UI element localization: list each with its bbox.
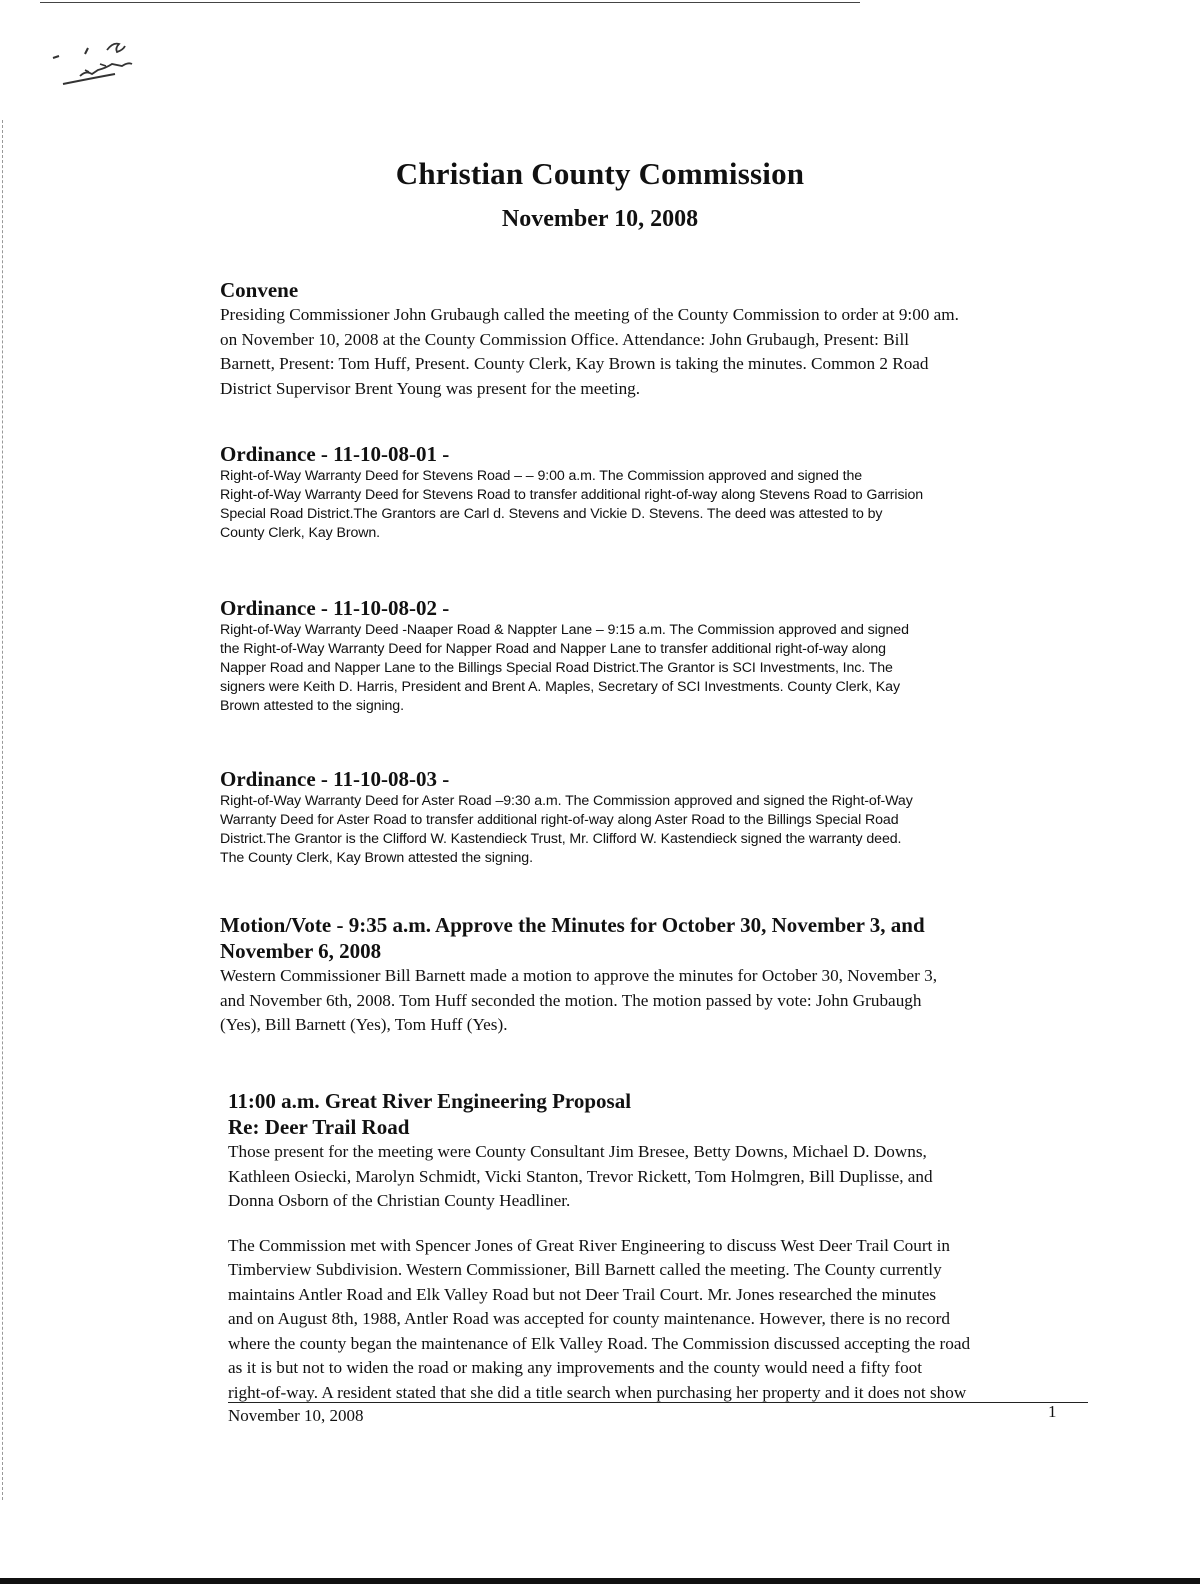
section-motion-vote	[220, 912, 1090, 1038]
section-title: Ordinance - 11-10-08-01 -	[220, 442, 450, 466]
text-line: Western Commissioner Bill Barnett made a motion to approve the minutes for October 30, November 3,	[220, 966, 937, 985]
footer-divider	[228, 1402, 1088, 1403]
text-line: the Right-of-Way Warranty Deed for Napper Road and Napper Lane to transfer additional right-of-way along	[220, 641, 886, 657]
text-line: maintains Antler Road and Elk Valley Road but not Deer Trail Court. Mr. Jones researched the minutes	[228, 1284, 937, 1304]
section-body	[220, 964, 1090, 1038]
title-line: November 6, 2008	[220, 939, 382, 963]
text-line: Timberview Subdivision. Western Commissioner, Bill Barnett called the meeting. The County currently	[228, 1260, 942, 1279]
text-line: Right-of-Way Warranty Deed -Naaper Road & Nappter Lane – 9:15 a.m. The Commission approved and signed	[220, 622, 909, 638]
handwritten-mark-icon	[45, 40, 155, 100]
text-line: Right-of-Way Warranty Deed for Stevens Road to transfer additional right-of-way along Stevens Road to Garrision	[220, 487, 924, 503]
section-body-discussion	[228, 1234, 1088, 1406]
section-ordinance-3	[220, 766, 1090, 868]
text-line: Barnett, Present: Tom Huff, Present. County Clerk, Kay Brown is taking the minutes. Common 2 Road	[220, 354, 929, 373]
text-line: Warranty Deed for Aster Road to transfer additional right-of-way along Aster Road to the Billings Special Road	[220, 812, 899, 828]
section-body	[220, 792, 1090, 868]
text-line: Donna Osborn of the Christian County Headliner.	[228, 1191, 571, 1210]
text-line: signers were Keith D. Harris, President and Brent A. Maples, Secretary of SCI Investments. County Clerk, Kay	[220, 679, 900, 695]
text-line: as it is but not to widen the road or making any improvements and the county would need a fifty foot	[228, 1358, 923, 1377]
footer-date: November 10, 2008	[228, 1406, 364, 1425]
text-line: The County Clerk, Kay Brown attested the signing.	[220, 850, 533, 866]
paragraph-gap	[228, 1214, 1088, 1234]
text-line: and on August 8th, 1988, Antler Road was accepted for county maintenance. However, there is no record	[228, 1309, 950, 1328]
text-line: Right-of-Way Warranty Deed for Aster Road –9:30 a.m. The Commission approved and signed the Right-of-Way	[220, 793, 913, 809]
page-date: November 10, 2008	[501, 206, 699, 232]
section-body-attendees	[228, 1140, 1088, 1214]
text-line: Presiding Commissioner John Grubaugh called the meeting of the County Commission to order at 9:00 am.	[220, 305, 959, 324]
section-convene	[220, 277, 1090, 401]
section-body	[220, 467, 1090, 543]
page-title: Christian County Commission	[395, 156, 805, 191]
text-line: (Yes), Bill Barnett (Yes), Tom Huff (Yes).	[220, 1015, 508, 1034]
section-title: Ordinance - 11-10-08-02 -	[220, 596, 450, 620]
section-title	[220, 912, 1090, 964]
section-title: Convene	[220, 278, 299, 302]
scan-edge-left	[2, 120, 3, 1500]
text-line: Brown attested to the signing.	[220, 698, 404, 714]
text-line: Napper Road and Napper Lane to the Billings Special Road District.The Grantor is SCI Investments, Inc. The	[220, 660, 893, 676]
page-number: 1	[1048, 1402, 1057, 1421]
section-engineering-proposal	[228, 1088, 1088, 1405]
text-line: Special Road District.The Grantors are Carl d. Stevens and Vickie D. Stevens. The deed was attested to by	[220, 506, 883, 522]
text-line: District Supervisor Brent Young was present for the meeting.	[220, 378, 641, 398]
title-line: Re: Deer Trail Road	[228, 1115, 410, 1139]
text-line: where the county began the maintenance of Elk Valley Road. The Commission discussed accepting the road	[228, 1333, 971, 1353]
scan-edge-bottom	[0, 1578, 1200, 1584]
text-line: Kathleen Osiecki, Marolyn Schmidt, Vicki Stanton, Trevor Rickett, Tom Holmgren, Bill Duplisse, and	[228, 1166, 933, 1186]
title-line: 11:00 a.m. Great River Engineering Proposal	[228, 1089, 632, 1113]
section-ordinance-1	[220, 441, 1090, 543]
text-line: right-of-way. A resident stated that she did a title search when purchasing her property and it does not show	[228, 1382, 967, 1402]
section-body	[220, 621, 1090, 716]
text-line: Those present for the meeting were County Consultant Jim Bresee, Betty Downs, Michael D. Downs,	[228, 1142, 927, 1161]
text-line: Right-of-Way Warranty Deed for Stevens Road – – 9:00 a.m. The Commission approved and signed the	[220, 468, 863, 484]
text-line: District.The Grantor is the Clifford W. Kastendieck Trust, Mr. Clifford W. Kastendieck signed the warranty deed.	[220, 831, 902, 847]
text-line: on November 10, 2008 at the County Commission Office. Attendance: John Grubaugh, Present: Bill	[220, 329, 910, 349]
text-line: and November 6th, 2008. Tom Huff seconded the motion. The motion passed by vote: John Grubaugh	[220, 990, 922, 1010]
section-ordinance-2	[220, 595, 1090, 716]
scan-edge-top	[40, 2, 860, 3]
title-line: Motion/Vote - 9:35 a.m. Approve the Minutes for October 30, November 3, and	[220, 913, 925, 937]
text-line: County Clerk, Kay Brown.	[220, 525, 381, 541]
section-title: Ordinance - 11-10-08-03 -	[220, 767, 450, 791]
section-body	[220, 303, 1090, 401]
text-line: The Commission met with Spencer Jones of Great River Engineering to discuss West Deer Trail Court in	[228, 1235, 950, 1255]
section-title	[228, 1088, 1088, 1140]
